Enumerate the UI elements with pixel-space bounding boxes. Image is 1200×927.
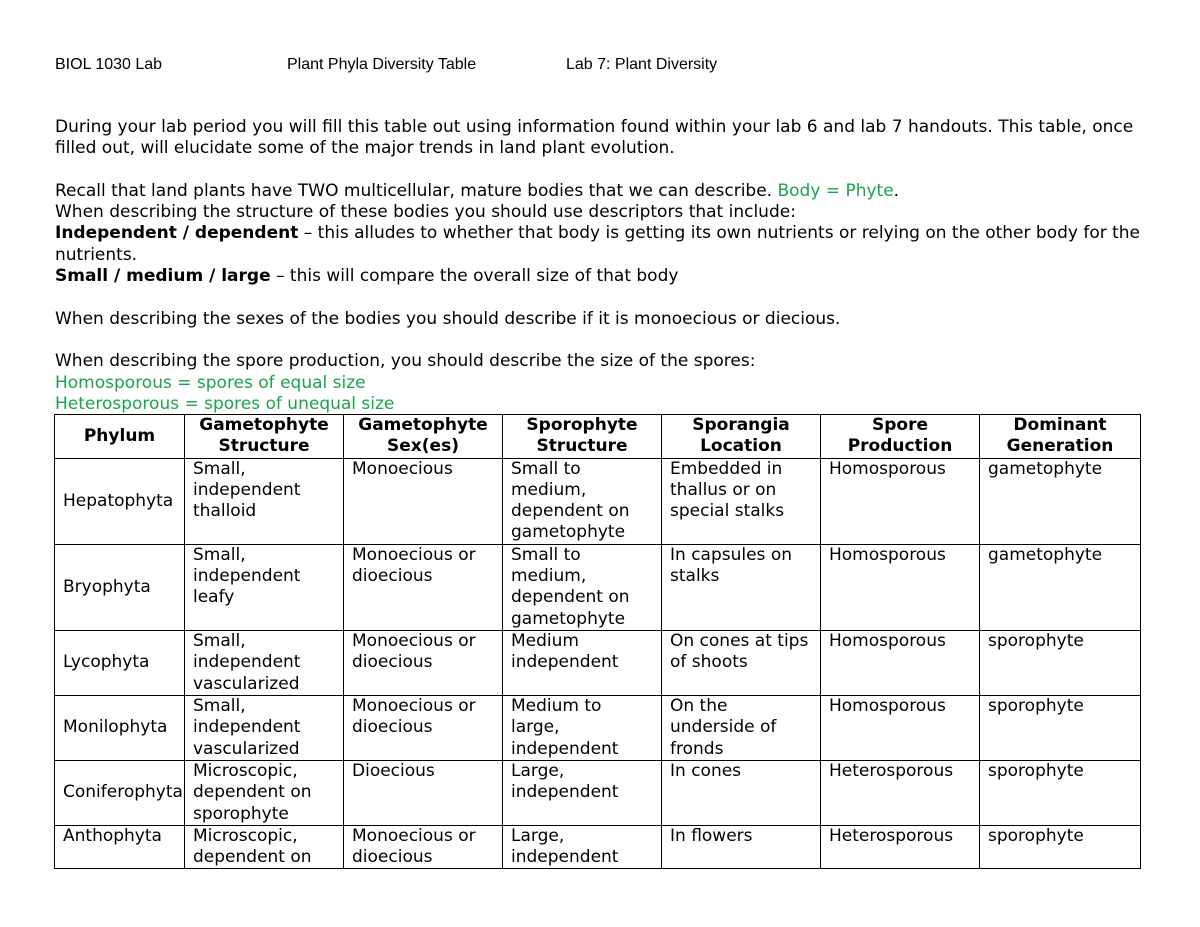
table-row [55,825,1141,868]
table-cell: Heterosporous [821,825,980,868]
table-cell: Large, independent [503,825,662,868]
table-row [55,544,1141,630]
table-cell: On cones at tips of shoots [662,630,821,695]
table-cell: Homosporous [821,630,980,695]
table-cell: Monoecious or dioecious [344,825,503,868]
instructions [55,117,1145,415]
table-cell: Microscopic, dependent on [185,825,344,868]
structure-descriptors-line: When describing the structure of these bodies you should use descriptors that include: [55,202,796,223]
table-cell: Heterosporous [821,760,980,825]
table-cell: Microscopic, dependent on sporophyte [185,760,344,825]
table-cell: Medium to large, independent [503,695,662,760]
phylum-cell: Bryophyta [55,544,185,630]
table-row [55,458,1141,544]
course-label: BIOL 1030 Lab [55,56,163,73]
header-gametophyte-sexes: Gametophyte Sex(es) [344,415,503,459]
table-cell: Embedded in thallus or on special stalks [662,458,821,544]
lab-label: Lab 7: Plant Diversity [566,56,718,73]
table-cell: gametophyte [980,544,1141,630]
table-cell: gametophyte [980,458,1141,544]
table-header-row [55,415,1141,459]
header-gametophyte-structure: Gametophyte Structure [185,415,344,459]
spore-line: When describing the spore production, you should describe the size of the spores: [55,351,756,372]
header-spore-production: Spore Production [821,415,980,459]
table-cell: Small to medium, dependent on gametophyte [503,458,662,544]
table-cell: Monoecious or dioecious [344,544,503,630]
intro-paragraph: During your lab period you will fill this table out using information found within your lab 6 and lab 7 handouts. This table, once filled out, will elucidate some of the major trends in land plant evolution. [55,117,1134,159]
table-cell: Homosporous [821,544,980,630]
header-phylum: Phylum [55,415,185,459]
table-cell: Small, independent leafy [185,544,344,630]
header-sporangia-location: Sporangia Location [662,415,821,459]
table-cell: In flowers [662,825,821,868]
homosporous-def: Homosporous = spores of equal size [55,372,366,393]
table-cell: Monoecious or dioecious [344,695,503,760]
phylum-cell: Lycophyta [55,630,185,695]
table-cell: sporophyte [980,825,1141,868]
table-cell: Monoecious [344,458,503,544]
table-cell: sporophyte [980,760,1141,825]
body-phyte-note: Body = Phyte [777,180,894,201]
header-dominant-generation: Dominant Generation [980,415,1141,459]
table-cell: Homosporous [821,695,980,760]
sexes-line: When describing the sexes of the bodies you should describe if it is monoecious or diecious. [55,308,841,329]
table-cell: In cones [662,760,821,825]
table-cell: Small, independent vascularized [185,695,344,760]
table-cell: sporophyte [980,630,1141,695]
table-cell: Dioecious [344,760,503,825]
size-line: Small / medium / large – this will compare the overall size of that body [55,266,679,287]
page-header [55,56,1155,76]
header-sporophyte-structure: Sporophyte Structure [503,415,662,459]
document-title: Plant Phyla Diversity Table [287,56,477,73]
phylum-cell: Hepatophyta [55,458,185,544]
phyla-diversity-table [54,414,1141,869]
table-cell: Small to medium, dependent on gametophyte [503,544,662,630]
phylum-cell: Monilophyta [55,695,185,760]
table-cell: Large, independent [503,760,662,825]
phylum-cell: Coniferophyta [55,760,185,825]
independent-dependent-line: Independent / dependent – this alludes to whether that body is getting its own nutrients or relying on the other body for the nutrients. [55,223,1141,265]
table-cell: sporophyte [980,695,1141,760]
table-cell: Monoecious or dioecious [344,630,503,695]
phylum-cell: Anthophyta [55,825,185,868]
heterosporous-def: Heterosporous = spores of unequal size [55,393,395,414]
table-cell: Small, independent vascularized [185,630,344,695]
recall-paragraph: Recall that land plants have TWO multicellular, mature bodies that we can describe. Body = Phyte. [55,180,900,201]
table-cell: Homosporous [821,458,980,544]
table-cell: Small, independent thalloid [185,458,344,544]
table-cell: In capsules on stalks [662,544,821,630]
table-row [55,695,1141,760]
table-cell: Medium independent [503,630,662,695]
table-cell: On the underside of fronds [662,695,821,760]
table-row [55,630,1141,695]
table-row [55,760,1141,825]
